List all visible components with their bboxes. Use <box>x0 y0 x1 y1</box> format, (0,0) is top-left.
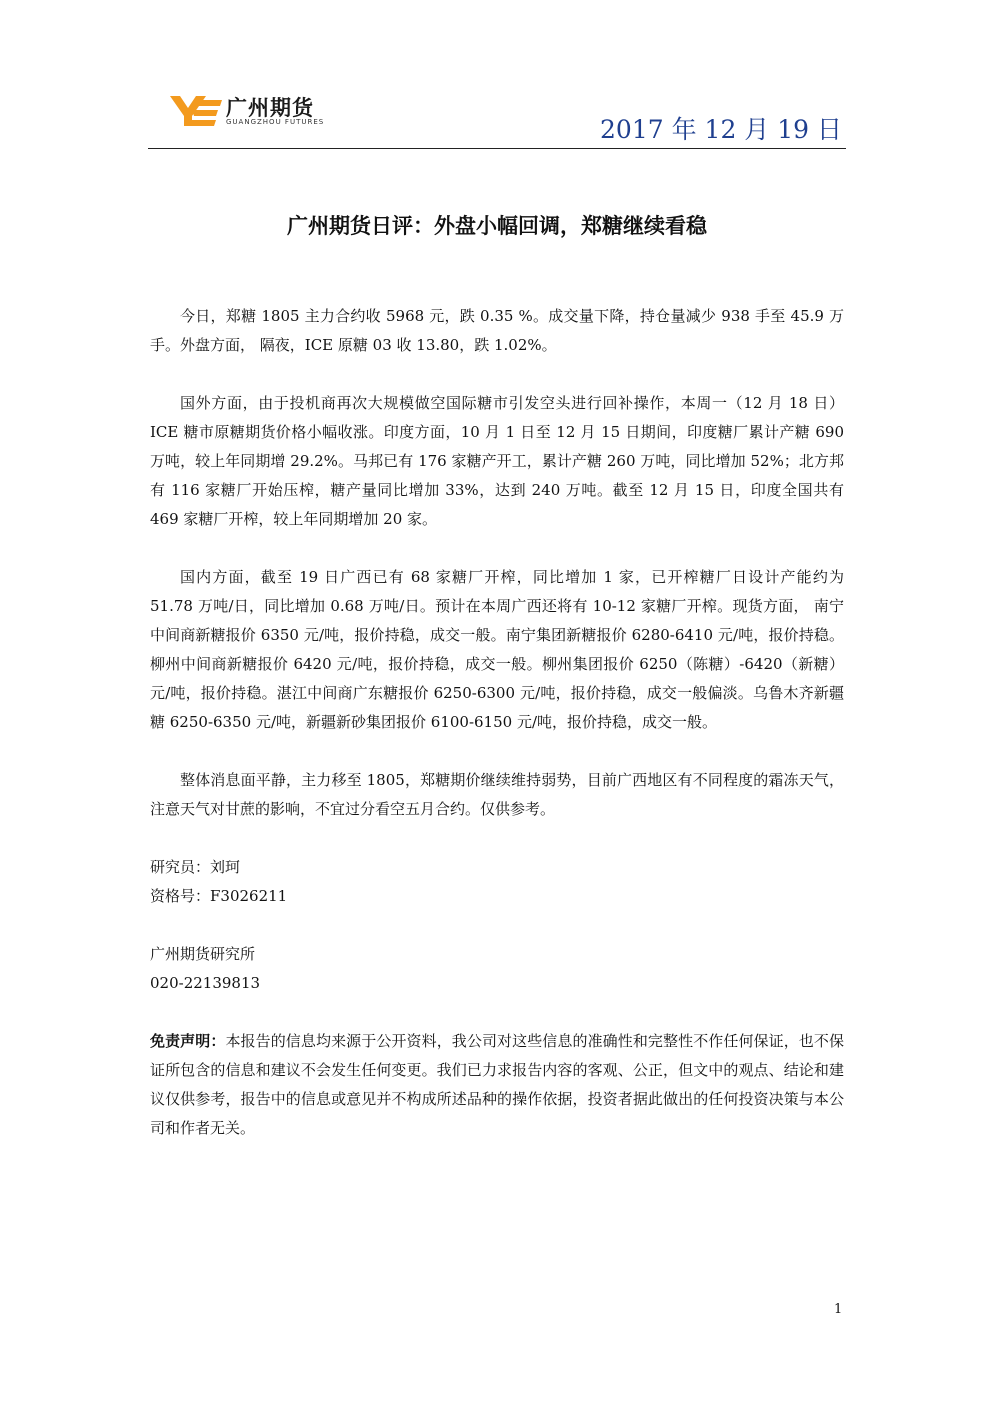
company-logo <box>168 90 368 130</box>
license-number: 资格号：F3026211 <box>150 887 288 905</box>
page-header <box>148 84 846 149</box>
researcher-name: 研究员：刘珂 <box>150 858 241 876</box>
disclaimer-label: 免责声明： <box>150 1032 226 1050</box>
paragraph-international: 国外方面，由于投机商再次大规模做空国际糖市引发空头进行回补操作，本周一（12 月 18 日）ICE 糖市原糖期货价格小幅收涨。印度方面，10 月 1 日至 12 月 15 日期间，印度糖厂累计产糖 690 万吨，较上年同期增 29.2%。马邦已有 176 家糖产开工，累计产糖 260 万吨，同比增加 52%；北方邦有 116 家糖厂开始压榨，糖产量同比增加 33%，达到 240 万吨。截至 12 月 15 日，印度全国共有 469 家糖厂开榨，较上年同期增加 20 家。 <box>150 394 844 528</box>
logo-english-name: GUANGZHOU FUTURES <box>226 118 325 126</box>
paragraph-domestic: 国内方面，截至 19 日广西已有 68 家糖厂开榨，同比增加 1 家，已开榨糖厂日设计产能约为 51.78 万吨/日，同比增加 0.68 万吨/日。预计在本周广西还将有 10-12 家糖厂开榨。现货方面， 南宁中间商新糖报价 6350 元/吨，报价持稳，成交一般。南宁集团新糖报价 6280-6410 元/吨，报价持稳。柳州中间商新糖报价 6420 元/吨，报价持稳，成交一般。柳州集团报价 6250（陈糖）-6420（新糖）元/吨，报价持稳。湛江中间商广东糖报价 6250-6300 元/吨，报价持稳，成交一般偏淡。乌鲁木齐新疆糖 6250-6350 元/吨，新疆新砂集团报价 6100-6150 元/吨，报价持稳，成交一般。 <box>150 568 844 731</box>
report-title: 广州期货日评：外盘小幅回调，郑糖继续看稳 <box>287 214 707 238</box>
paragraph-market-summary: 今日，郑糖 1805 主力合约收 5968 元，跌 0.35 %。成交量下降，持仓量减少 938 手至 45.9 万手。外盘方面， 隔夜，ICE 原糖 03 收 13.80，跌 1.02%。 <box>150 307 844 354</box>
page-number: 1 <box>834 1302 843 1317</box>
report-date: 2017 年 12 月 19 日 <box>600 115 842 144</box>
logo-mark-icon <box>168 90 224 130</box>
report-body <box>150 302 844 1143</box>
disclaimer <box>150 1027 844 1143</box>
paragraph-outlook: 整体消息面平静，主力移至 1805，郑糖期价继续维持弱势，目前广西地区有不同程度的霜冻天气，注意天气对甘蔗的影响，不宜过分看空五月合约。仅供参考。 <box>150 771 844 818</box>
phone-number: 020-22139813 <box>150 974 261 992</box>
institute-name: 广州期货研究所 <box>150 945 256 963</box>
disclaimer-text: 本报告的信息均来源于公开资料，我公司对这些信息的准确性和完整性不作任何保证，也不保证所包含的信息和建议不会发生任何变更。我们已力求报告内容的客观、公正，但文中的观点、结论和建议仅供参考，报告中的信息或意见并不构成所述品种的操作依据，投资者据此做出的任何投资决策与本公司和作者无关。 <box>150 1032 844 1137</box>
logo-chinese-name: 广州期货 <box>226 96 314 120</box>
